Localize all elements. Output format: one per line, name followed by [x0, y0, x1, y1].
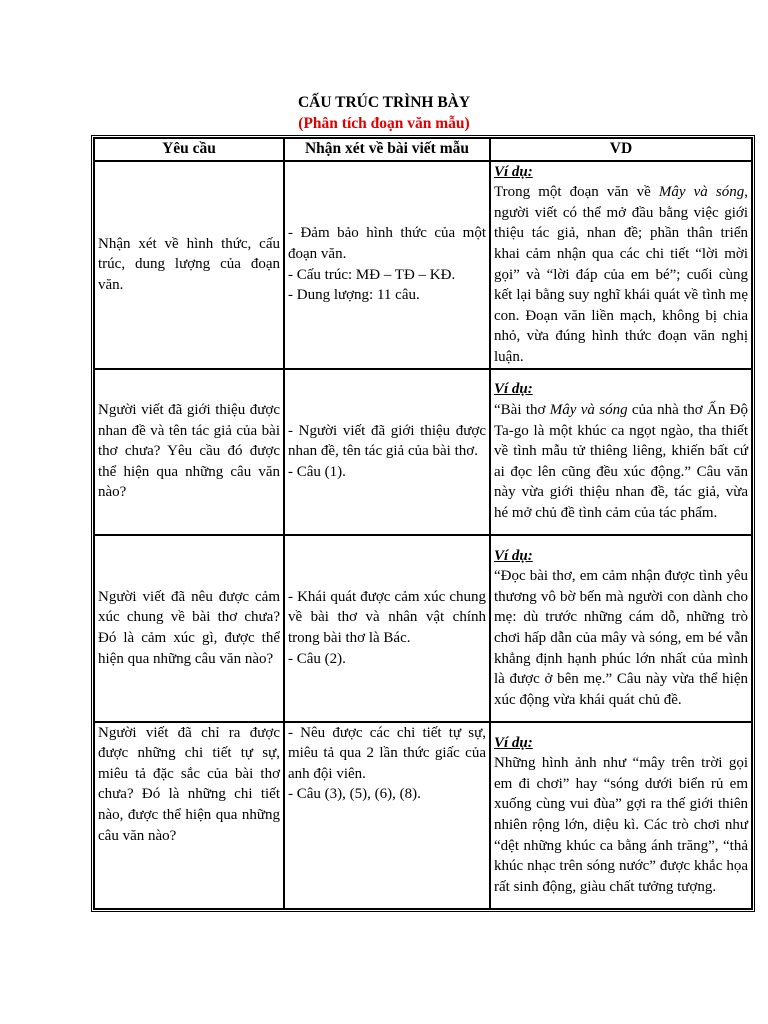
comment-cell [284, 369, 490, 535]
comment-line: - Cấu trúc: MĐ – TĐ – KĐ. [288, 266, 456, 283]
page-subtitle: (Phân tích đoạn văn mẫu) [298, 115, 470, 132]
example-text: Trong một đoạn văn về [494, 184, 659, 201]
table-header-row [94, 138, 752, 161]
requirement-cell: Người viết đã chỉ ra được được những chi tiết tự sự, miêu tả đặc sắc của bài thơ chưa? Đó là những chi tiết nào, được thể hiện qua những câu văn nào? [94, 722, 284, 909]
example-title: Mây và sóng [658, 184, 745, 201]
example-title: Mây và sóng [549, 402, 628, 419]
table-row [94, 161, 752, 369]
comment-line: - Câu (2). [288, 650, 346, 667]
table-row [94, 722, 752, 909]
example-cell [490, 722, 752, 909]
requirement-cell: Người viết đã nêu được cảm xúc chung về bài thơ chưa? Đó là cảm xúc gì, được thể hiện qua những câu văn nào? [94, 535, 284, 722]
table-row [94, 535, 752, 722]
example-label: Ví dụ: [494, 381, 533, 398]
example-text: của nhà thơ Ấn Độ Ta-go là một khúc ca ngọt ngào, tha thiết về tình mẫu tử thiêng liêng, khiến bất cứ ai đọc lên cũng đều xúc động.” Câu văn này vừa giới thiệu nhan đề, tác giả, vừa hé mở chủ đề tình cảm của tác phẩm. [494, 402, 748, 522]
example-label: Ví dụ: [494, 163, 533, 180]
page-title: CẤU TRÚC TRÌNH BÀY [297, 94, 471, 111]
header-requirement: Yêu cầu [94, 138, 284, 161]
comment-line: - Khái quát được cảm xúc chung về bài thơ và nhân vật chính trong bài thơ là Bác. [288, 588, 486, 647]
comment-line: - Người viết đã giới thiệu được nhan đề, tên tác giả của bài thơ. [288, 422, 486, 460]
comment-line: - Đảm bảo hình thức của một đoạn văn. [288, 225, 486, 262]
comment-line: - Dung lượng: 11 câu. [288, 287, 420, 304]
example-cell [490, 369, 752, 535]
table-row [94, 369, 752, 535]
structure-table [91, 135, 755, 912]
example-cell [490, 535, 752, 722]
example-text: “Đọc bài thơ, em cảm nhận được tình yêu thương vô bờ bến mà người con dành cho mẹ: dù trước những cám dỗ, những trò chơi hấp dẫn của mây và sóng, em bé vẫn khẳng định hạnh phúc lớn nhất của mình là được ở bên mẹ.” Câu này vừa thể hiện xúc động vừa khái quát chủ đề. [494, 568, 748, 708]
header-comments: Nhận xét về bài viết mẫu [284, 138, 490, 161]
comment-cell [284, 161, 490, 369]
example-text: Những hình ảnh như “mây trên trời gọi em đi chơi” hay “sóng dưới biển rủ em xuống cùng vui đùa” gợi ra thế giới thiên nhiên rộng lớn, diệu kì. Các trò chơi như “dệt những khúc ca bằng ánh trăng”, “thả khúc nhạc trên sóng nước” được khắc họa rất sinh động, giàu chất tưởng tượng. [494, 755, 748, 895]
comment-line: - Nêu được các chi tiết tự sự, miêu tả qua 2 lần thức giấc của anh đội viên. [288, 724, 486, 782]
comment-line: - Câu (1). [288, 463, 346, 480]
example-text: “Bài thơ [494, 402, 550, 419]
requirement-cell: Nhận xét về hình thức, cấu trúc, dung lượng của đoạn văn. [94, 161, 284, 369]
comment-line: - Câu (3), (5), (6), (8). [288, 786, 421, 803]
example-label: Ví dụ: [494, 547, 533, 564]
example-text: , người viết có thể mở đầu bằng việc giới thiệu tác giả, nhan đề; phần thân triển khai cảm nhận qua các chi tiết “lời mời gọi” và “lời đáp của em bé”; cuối cùng kết lại bằng suy nghĩ khái quát về tình mẹ con. Đoạn văn liền mạch, không bị chia nhỏ, vừa đúng hình thức đoạn văn nghị luận. [494, 184, 748, 365]
header-example: VD [490, 138, 752, 161]
example-label: Ví dụ: [494, 734, 533, 751]
comment-cell [284, 722, 490, 909]
example-cell [490, 161, 752, 369]
comment-cell [284, 535, 490, 722]
requirement-cell: Người viết đã giới thiệu được nhan đề và tên tác giả của bài thơ chưa? Yêu cầu đó được thể hiện qua những câu văn nào? [94, 369, 284, 535]
